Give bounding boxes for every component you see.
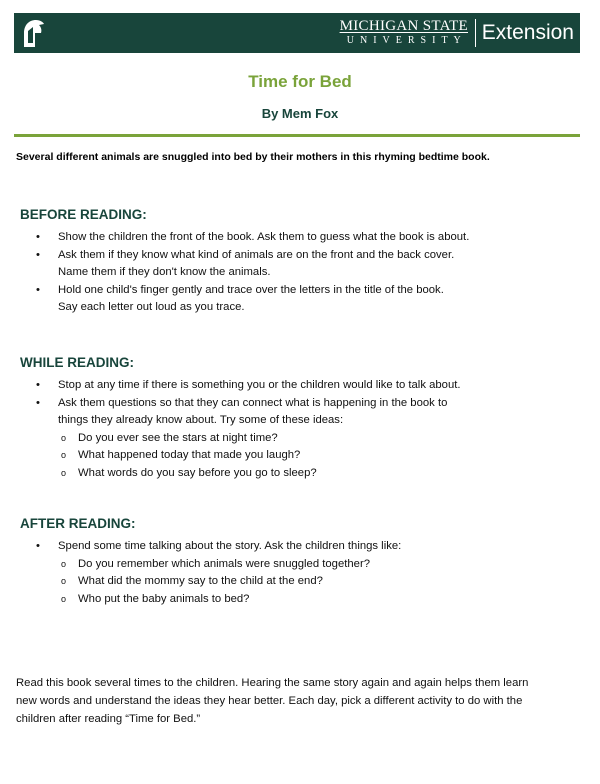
footer-paragraph: Read this book several times to the children. Hearing the same story again and again helps them learn new words and understand the ideas they hear better. Each day, pick a different activity to do with the children after reading “Time for Bed.” [16,677,529,725]
list-item-text: Say each letter out loud as you trace. [58,301,245,313]
list-item-text: Stop at any time if there is something you or the children would like to talk about. [58,379,461,391]
sub-item-text: What happened today that made you laugh? [78,449,301,461]
title-rule [14,134,580,137]
sub-item-text: What did the mommy say to the child at the end? [78,575,323,587]
book-author: By Mem Fox [261,106,339,121]
after-reading-section [20,515,580,608]
bullet-list [20,377,580,482]
sub-list-item: o Do you remember which animals were snuggled together? [61,557,370,570]
section-heading: BEFORE READING: [20,207,147,222]
book-title: Time for Bed [248,72,352,91]
before-reading-section [20,206,580,317]
list-item-text: Show the children the front of the book. Ask them to guess what the book is about. [58,231,470,243]
sub-item-text: Who put the baby animals to bed? [78,592,250,605]
msu-wordmark [340,18,468,47]
list-item-text: Ask them if they know what kind of animals are on the front and the back cover. [58,248,455,261]
list-item-text: things they already know about. Try some of these ideas: [58,414,344,426]
sub-item-text: What words do you say before you go to sleep? [78,466,317,479]
section-heading: WHILE READING: [20,355,134,370]
spartan-helmet-icon [20,17,46,49]
list-item: • Stop at any time if there is something you or the children would like to talk about. [36,379,461,391]
bullet-list [20,229,580,317]
sub-list-item: o What did the mommy say to the child at the end? [61,575,323,587]
list-item: • Ask them if they know what kind of animals are on the front and the back cover. Name them if they don't know the animals. [36,248,455,278]
list-item-text: Name them if they don't know the animals. [58,266,271,278]
msu-wordmark-line1: MICHIGAN STATE [339,18,468,34]
sub-list-item: o Do you ever see the stars at night time? [61,431,278,444]
sub-list-item: o What words do you say before you go to sleep? [61,466,317,479]
sub-item-text: Do you ever see the stars at night time? [78,431,278,444]
sub-list-item: o What happened today that made you laugh? [61,449,301,461]
section-heading: AFTER READING: [20,516,136,531]
book-summary: Several different animals are snuggled into bed by their mothers in this rhyming bedtime book. [16,151,490,163]
bullet-list [20,538,580,608]
header-divider [475,19,476,47]
msu-extension-header [14,13,580,53]
list-item-text: Hold one child's finger gently and trace over the letters in the title of the book. [58,283,444,296]
list-item: • Show the children the front of the book. Ask them to guess what the book is about. [36,231,470,243]
sub-list [20,556,580,609]
list-item-text: Spend some time talking about the story. Ask the children things like: [58,540,402,552]
extension-label: Extension [481,21,574,44]
sub-list [20,430,580,483]
list-item-text: Ask them questions so that they can connect what is happening in the book to [58,396,448,409]
sub-list-item: o Who put the baby animals to bed? [61,592,250,605]
sub-item-text: Do you remember which animals were snuggled together? [78,557,370,570]
list-item: • Hold one child's finger gently and trace over the letters in the title of the book. Say each letter out loud as you trace. [36,283,444,313]
while-reading-section [20,354,580,482]
msu-wordmark-line2: UNIVERSITY [346,35,467,46]
list-item: • Spend some time talking about the story. Ask the children things like: o Do you remember which animals were snuggled together? o What did the mommy say to the child at the end? o Who put the baby animals to bed? [20,538,580,608]
list-item: • Ask them questions so that they can connect what is happening in the book to things they already know about. Try some of these ideas: o Do you ever see the stars at night time? o What happened today that made you laugh? o What words do you say before you go to sleep? [20,395,580,483]
